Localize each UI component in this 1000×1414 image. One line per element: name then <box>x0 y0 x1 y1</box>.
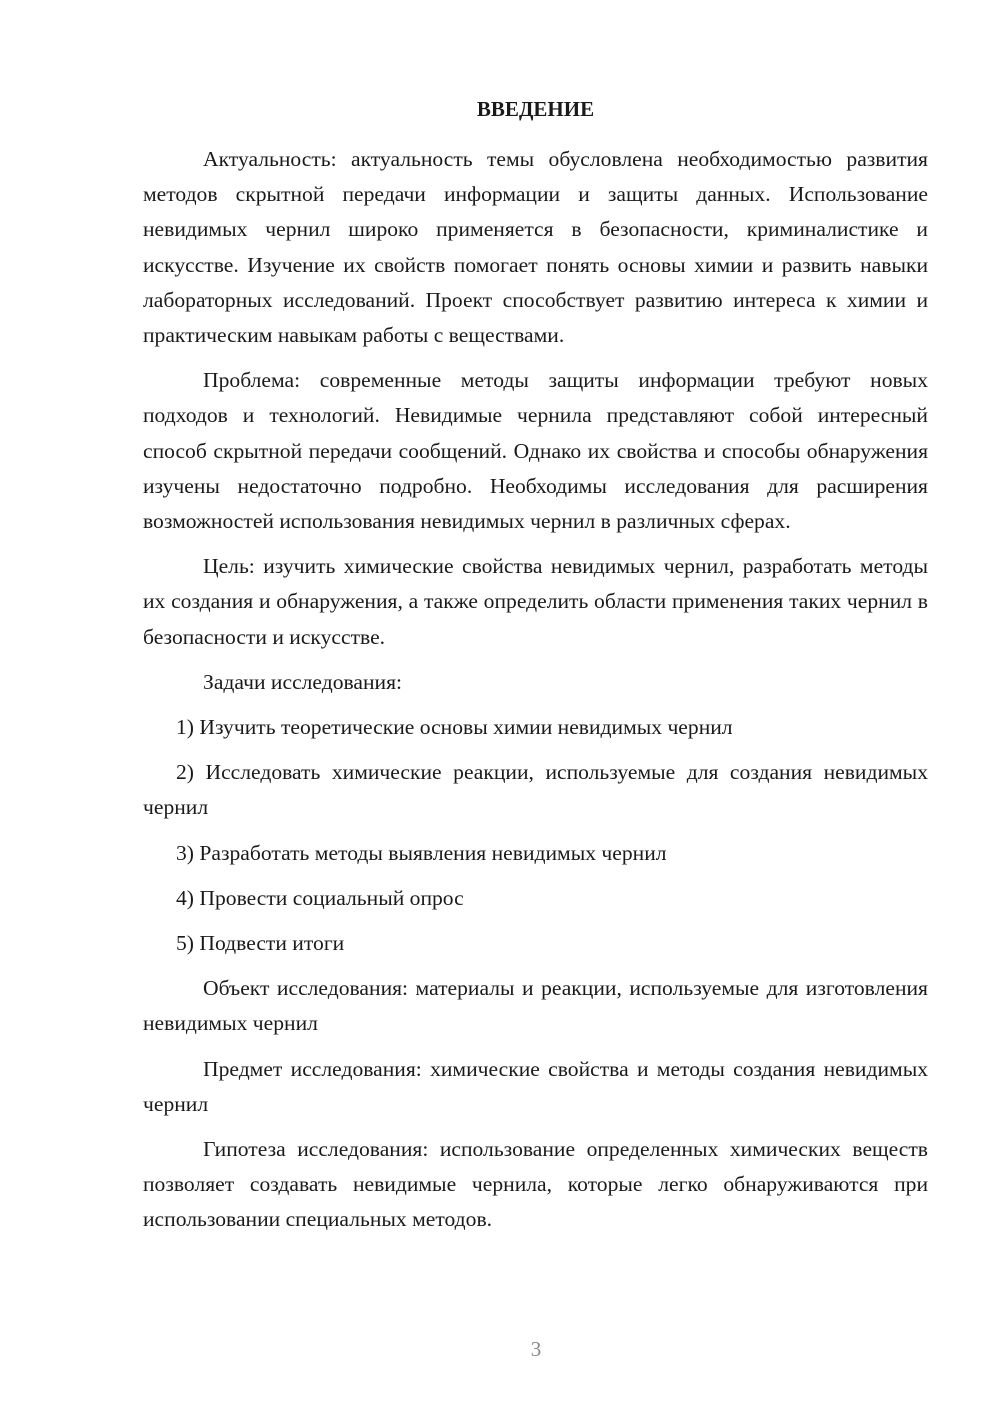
list-item: 4) Провести социальный опрос <box>176 885 464 910</box>
section-heading: ВВЕДЕНИЕ <box>476 97 595 121</box>
object-paragraph: Объект исследования: материалы и реакции, используемые для изготовления невидимых чернил <box>143 976 928 1036</box>
list-item: 5) Подвести итоги <box>176 931 345 956</box>
page-content <box>143 96 928 1248</box>
relevance-paragraph: Актуальность: актуальность темы обусловлена необходимостью развития методов скрытной передачи информации и защиты данных. Использование невидимых чернил широко применяется в безопасности, криминалистике и искусстве. Изучение их свойств помогает понять основы химии и развить навыки лабораторных исследований. Проект способствует развитию интереса к химии и практическим навыкам работы с веществами. <box>143 147 928 348</box>
goal-paragraph: Цель: изучить химические свойства невидимых чернил, разработать методы их создания и обнаружения, а также определить области применения таких чернил в безопасности и искусстве. <box>143 554 928 649</box>
list-item: 1) Изучить теоретические основы химии невидимых чернил <box>176 715 733 740</box>
list-item: 2) Исследовать химические реакции, используемые для создания невидимых чернил <box>143 760 928 820</box>
problem-paragraph: Проблема: современные методы защиты информации требуют новых подходов и технологий. Невидимые чернила представляют собой интересный способ скрытной передачи сообщений. Однако их свойства и способы обнаружения изучены недостаточно подробно. Необходимы исследования для расширения возможностей использования невидимых чернил в различных сферах. <box>143 368 928 534</box>
list-item: 3) Разработать методы выявления невидимых чернил <box>176 840 667 865</box>
page-number: 3 <box>530 1337 542 1361</box>
tasks-list <box>143 710 928 961</box>
subject-paragraph: Предмет исследования: химические свойства и методы создания невидимых чернил <box>143 1056 928 1116</box>
hypothesis-paragraph: Гипотеза исследования: использование определенных химических веществ позволяет создавать невидимые чернила, которые легко обнаруживаются при использовании специальных методов. <box>143 1137 928 1232</box>
tasks-heading: Задачи исследования: <box>203 669 403 694</box>
